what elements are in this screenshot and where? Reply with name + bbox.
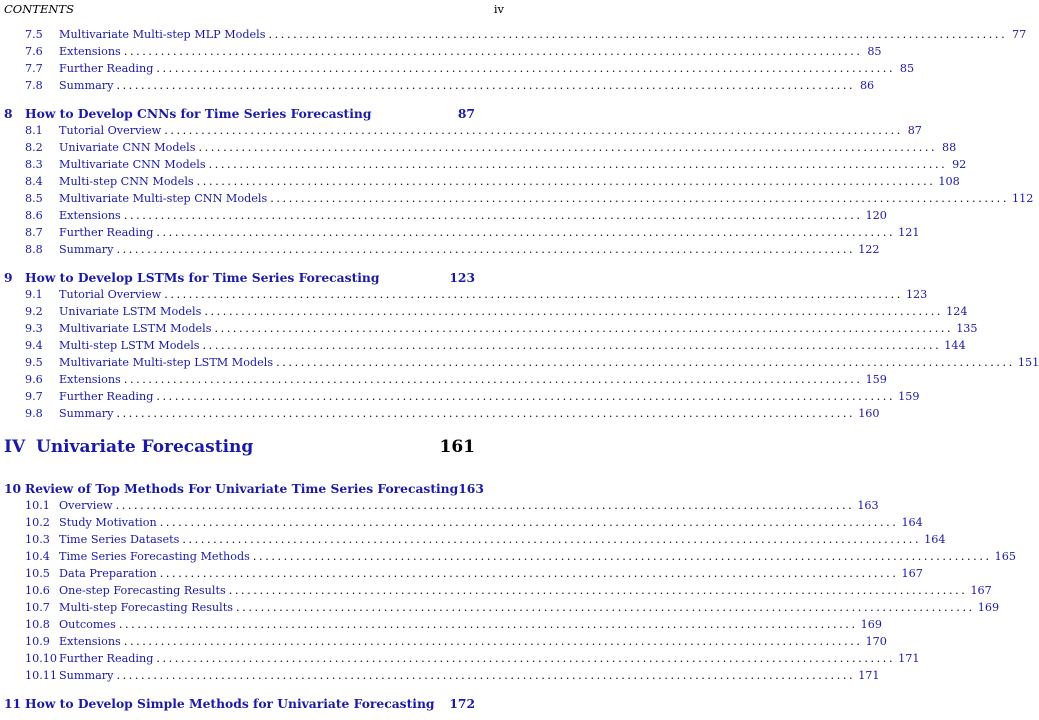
- dot-leader: ........................................................................................................................: [182, 533, 922, 546]
- running-title: CONTENTS: [4, 2, 74, 16]
- toc-entry-number: 8.2: [25, 141, 43, 154]
- toc-entry-page[interactable]: 161: [439, 437, 475, 457]
- toc-section[interactable]: [25, 192, 1034, 206]
- toc-entry-number: 8.8: [25, 243, 43, 256]
- toc-entry-number: 10.2: [25, 516, 50, 529]
- toc-entry-number: 8.3: [25, 158, 43, 171]
- toc-entry-title[interactable]: Univariate LSTM Models: [59, 305, 202, 318]
- toc-entry-number: 7.6: [25, 45, 43, 58]
- toc-section[interactable]: [25, 584, 992, 598]
- toc-section[interactable]: [25, 533, 946, 547]
- dot-leader: ........................................................................................................................: [156, 62, 896, 75]
- toc-section[interactable]: [25, 79, 875, 93]
- toc-entry-title[interactable]: Univariate Forecasting: [36, 437, 254, 457]
- toc-part[interactable]: [4, 436, 475, 458]
- toc-entry-number: 9.3: [25, 322, 43, 335]
- toc-entry-page[interactable]: 144: [944, 339, 966, 352]
- toc-section[interactable]: [25, 669, 880, 683]
- toc-entry-number: 9: [4, 270, 13, 285]
- page-header: [4, 2, 509, 18]
- toc-entry-page[interactable]: 165: [994, 550, 1017, 563]
- toc-entry-page[interactable]: 172: [449, 696, 475, 711]
- toc-entry-title[interactable]: Summary: [59, 407, 114, 420]
- toc-entry-title[interactable]: Multivariate Multi-step CNN Models: [59, 192, 268, 205]
- dot-leader: ........................................................................................................................: [164, 288, 903, 301]
- toc-entry-title[interactable]: Time Series Forecasting Methods: [59, 550, 250, 563]
- toc-entry-title[interactable]: Multivariate CNN Models: [59, 158, 206, 171]
- toc-entry-page[interactable]: 171: [858, 669, 880, 682]
- toc-section[interactable]: [25, 601, 1000, 615]
- toc-entry-title[interactable]: How to Develop Simple Methods for Univariate Forecasting: [25, 696, 435, 711]
- toc-entry-number: 9.8: [25, 407, 43, 420]
- toc-entry-title[interactable]: Review of Top Methods For Univariate Time Series Forecasting: [25, 481, 459, 496]
- dot-leader: ........................................................................................................................: [123, 45, 863, 58]
- toc-entry-title[interactable]: Extensions: [59, 373, 121, 386]
- toc-entry-title[interactable]: Outcomes: [59, 618, 116, 631]
- toc-chapter[interactable]: [4, 270, 475, 286]
- toc-entry-title[interactable]: Multi-step CNN Models: [59, 175, 194, 188]
- toc-entry-number: 9.1: [25, 288, 43, 301]
- toc-entry-number: 10.6: [25, 584, 50, 597]
- toc-section[interactable]: [25, 175, 960, 189]
- dot-leader: ........................................................................................................................: [159, 516, 899, 529]
- toc-section[interactable]: [25, 226, 920, 240]
- toc-entry-number: 10: [4, 481, 22, 496]
- toc-entry-page[interactable]: 85: [899, 62, 915, 75]
- toc-entry-page[interactable]: 159: [865, 373, 887, 386]
- toc-entry-number: 7.7: [25, 62, 43, 75]
- toc-entry-number: 7.8: [25, 79, 43, 92]
- toc-entry-page[interactable]: 169: [860, 618, 882, 631]
- dot-leader: ........................................................................................................................: [204, 305, 944, 318]
- toc-section[interactable]: [25, 499, 879, 513]
- toc-entry-number: 9.4: [25, 339, 43, 352]
- toc-entry-page[interactable]: 88: [941, 141, 957, 154]
- dot-leader: ........................................................................................................................: [202, 339, 942, 352]
- dot-leader: ........................................................................................................................: [116, 407, 856, 420]
- toc-section[interactable]: [25, 618, 882, 632]
- toc-entry-title[interactable]: Univariate CNN Models: [59, 141, 196, 154]
- toc-entry-title[interactable]: How to Develop CNNs for Time Series Forecasting: [25, 106, 372, 121]
- toc-section[interactable]: [25, 567, 923, 581]
- dot-leader: ........................................................................................................................: [156, 390, 896, 403]
- toc-entry-page[interactable]: 164: [924, 533, 946, 546]
- toc-section[interactable]: [25, 635, 887, 649]
- toc-entry-title[interactable]: Further Reading: [59, 226, 154, 239]
- toc-entry-title[interactable]: Extensions: [59, 209, 121, 222]
- dot-leader: ........................................................................................................................: [156, 226, 896, 239]
- toc-entry-page[interactable]: 163: [458, 481, 484, 496]
- toc-entry-number: 11: [4, 696, 22, 711]
- toc-entry-page[interactable]: 123: [449, 270, 475, 285]
- toc-section[interactable]: [25, 62, 915, 76]
- dot-leader: ........................................................................................................................: [268, 28, 1008, 41]
- toc-entry-page[interactable]: 92: [952, 158, 967, 171]
- toc-entry-page[interactable]: 164: [901, 516, 923, 529]
- dot-leader: ........................................................................................................................: [276, 356, 1015, 369]
- toc-entry-page[interactable]: 169: [977, 601, 1000, 614]
- toc-section[interactable]: [25, 141, 957, 155]
- dot-leader: ........................................................................................................................: [116, 243, 856, 256]
- toc-section[interactable]: [25, 652, 920, 666]
- dot-leader: ........................................................................................................................: [198, 141, 938, 154]
- toc-entry-page[interactable]: 151: [1017, 356, 1039, 369]
- toc-entry-title[interactable]: Summary: [59, 79, 114, 92]
- toc-entry-title[interactable]: Tutorial Overview: [59, 288, 162, 301]
- dot-leader: ........................................................................................................................: [115, 499, 855, 512]
- dot-leader: ........................................................................................................................: [123, 635, 863, 648]
- toc-entry-number: 8.6: [25, 209, 43, 222]
- toc-section[interactable]: [25, 243, 880, 257]
- dot-leader: ........................................................................................................................: [208, 158, 948, 171]
- toc-section[interactable]: [25, 550, 1017, 564]
- toc-entry-page[interactable]: 87: [907, 124, 922, 137]
- toc-entry-number: 10.9: [25, 635, 50, 648]
- toc-section[interactable]: [25, 158, 967, 172]
- toc-entry-title[interactable]: Extensions: [59, 45, 121, 58]
- toc-section[interactable]: [25, 28, 1027, 42]
- toc-entry-page[interactable]: 171: [898, 652, 920, 665]
- toc-entry-number: 9.6: [25, 373, 43, 386]
- toc-chapter[interactable]: [4, 696, 475, 712]
- toc-entry-title[interactable]: Multivariate Multi-step MLP Models: [59, 28, 266, 41]
- toc-entry-number: 8.4: [25, 175, 43, 188]
- toc-section[interactable]: [25, 373, 887, 387]
- toc-chapter[interactable]: [4, 106, 475, 122]
- dot-leader: ........................................................................................................................: [164, 124, 903, 137]
- toc-section[interactable]: [25, 407, 880, 421]
- toc-entry-title[interactable]: Multivariate Multi-step LSTM Models: [59, 356, 274, 369]
- toc-entry-title[interactable]: One-step Forecasting Results: [59, 584, 226, 597]
- toc-entry-page[interactable]: 77: [1012, 28, 1027, 41]
- toc-entry-number: 10.1: [25, 499, 50, 512]
- toc-entry-page[interactable]: 86: [859, 79, 875, 92]
- toc-chapter[interactable]: [4, 481, 484, 497]
- toc-section[interactable]: [25, 356, 1039, 370]
- toc-entry-title[interactable]: Further Reading: [59, 652, 154, 665]
- toc-entry-page[interactable]: 170: [865, 635, 887, 648]
- toc-entry-page[interactable]: 122: [858, 243, 880, 256]
- dot-leader: ........................................................................................................................: [123, 373, 863, 386]
- dot-leader: ........................................................................................................................: [270, 192, 1009, 205]
- toc-section[interactable]: [25, 288, 928, 302]
- toc-section[interactable]: [25, 390, 920, 404]
- dot-leader: ........................................................................................................................: [196, 175, 936, 188]
- toc-entry-title[interactable]: Extensions: [59, 635, 121, 648]
- toc-entry-number: 8: [4, 106, 13, 121]
- dot-leader: ........................................................................................................................: [228, 584, 968, 597]
- toc-entry-page[interactable]: 135: [956, 322, 978, 335]
- toc-entry-title[interactable]: Multi-step LSTM Models: [59, 339, 200, 352]
- toc-entry-number: 7.5: [25, 28, 43, 41]
- toc-section[interactable]: [25, 45, 882, 59]
- toc-entry-title[interactable]: Further Reading: [59, 390, 154, 403]
- toc-entry-page[interactable]: 163: [857, 499, 879, 512]
- toc-entry-page[interactable]: 120: [865, 209, 887, 222]
- toc-entry-page[interactable]: 160: [858, 407, 880, 420]
- dot-leader: ........................................................................................................................: [116, 79, 856, 92]
- dot-leader: ........................................................................................................................: [156, 652, 896, 665]
- dot-leader: ........................................................................................................................: [118, 618, 858, 631]
- toc-entry-title[interactable]: Data Preparation: [59, 567, 157, 580]
- toc-entry-page[interactable]: 85: [867, 45, 882, 58]
- toc-entry-page[interactable]: 121: [898, 226, 920, 239]
- toc-entry-title[interactable]: Time Series Datasets: [59, 533, 180, 546]
- toc-entry-page[interactable]: 159: [898, 390, 920, 403]
- dot-leader: ........................................................................................................................: [214, 322, 954, 335]
- toc-entry-number: 9.7: [25, 390, 43, 403]
- toc-section[interactable]: [25, 516, 923, 530]
- toc-entry-title[interactable]: Further Reading: [59, 62, 154, 75]
- toc-section[interactable]: [25, 339, 966, 353]
- dot-leader: ........................................................................................................................: [123, 209, 863, 222]
- toc-entry-title[interactable]: Multivariate LSTM Models: [59, 322, 212, 335]
- toc-entry-page[interactable]: 124: [946, 305, 968, 318]
- dot-leader: ........................................................................................................................: [252, 550, 992, 563]
- toc-entry-number: 10.3: [25, 533, 50, 546]
- toc-entry-page[interactable]: 108: [938, 175, 960, 188]
- page-number: iv: [493, 2, 504, 16]
- toc-entry-number: IV: [4, 437, 26, 457]
- toc-entry-number: 8.5: [25, 192, 43, 205]
- toc-entry-number: 8.7: [25, 226, 43, 239]
- toc-entry-title[interactable]: Summary: [59, 669, 114, 682]
- toc-entry-page[interactable]: 167: [970, 584, 992, 597]
- toc-entry-page[interactable]: 87: [457, 106, 475, 121]
- toc-entry-number: 10.7: [25, 601, 50, 614]
- dot-leader: ........................................................................................................................: [236, 601, 975, 614]
- toc-entry-title[interactable]: Multi-step Forecasting Results: [59, 601, 234, 614]
- toc-entry-number: 10.11: [25, 669, 58, 682]
- toc-entry-title[interactable]: How to Develop LSTMs for Time Series Forecasting: [25, 270, 380, 285]
- toc-entry-number: 10.10: [25, 652, 58, 665]
- toc-entry-number: 10.4: [25, 550, 50, 563]
- toc-entry-number: 9.2: [25, 305, 43, 318]
- toc-entry-number: 8.1: [25, 124, 43, 137]
- toc-entry-title[interactable]: Tutorial Overview: [59, 124, 162, 137]
- toc-entry-number: 10.8: [25, 618, 50, 631]
- toc-entry-title[interactable]: Summary: [59, 243, 114, 256]
- toc-section[interactable]: [25, 305, 968, 319]
- dot-leader: ........................................................................................................................: [159, 567, 899, 580]
- toc-section[interactable]: [25, 209, 887, 223]
- toc-entry-number: 9.5: [25, 356, 43, 369]
- toc-entry-page[interactable]: 123: [905, 288, 928, 301]
- toc-section[interactable]: [25, 124, 922, 138]
- toc-entry-page[interactable]: 167: [901, 567, 923, 580]
- toc-entry-title[interactable]: Study Motivation: [59, 516, 157, 529]
- toc-entry-number: 10.5: [25, 567, 50, 580]
- toc-entry-title[interactable]: Overview: [59, 499, 113, 512]
- toc-entry-page[interactable]: 112: [1011, 192, 1034, 205]
- toc-section[interactable]: [25, 322, 978, 336]
- dot-leader: ........................................................................................................................: [116, 669, 856, 682]
